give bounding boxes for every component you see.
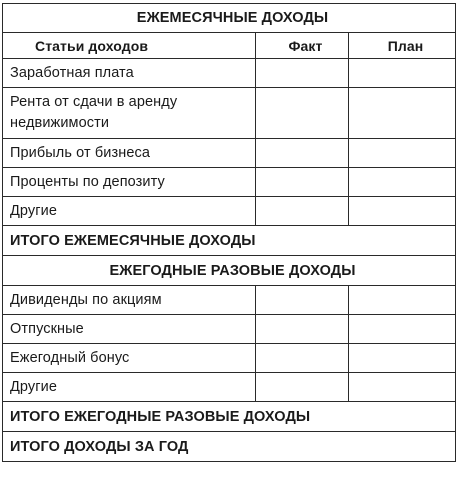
plan-cell[interactable] — [349, 286, 456, 315]
fact-cell[interactable] — [256, 344, 349, 373]
table-row — [3, 59, 456, 88]
fact-cell[interactable] — [256, 139, 349, 168]
row-label: Другие — [3, 373, 256, 402]
monthly-total-row — [3, 226, 456, 256]
yearly-title-row — [3, 256, 456, 286]
fact-cell[interactable] — [256, 59, 349, 88]
fact-cell[interactable] — [256, 88, 349, 139]
yearly-total-label: ИТОГО ЕЖЕГОДНЫЕ РАЗОВЫЕ ДОХОДЫ — [3, 402, 456, 432]
column-header-item: Статьи доходов — [3, 33, 256, 59]
yearly-title: ЕЖЕГОДНЫЕ РАЗОВЫЕ ДОХОДЫ — [3, 256, 456, 286]
row-label: Ежегодный бонус — [3, 344, 256, 373]
row-label: Другие — [3, 197, 256, 226]
annual-total-label: ИТОГО ДОХОДЫ ЗА ГОД — [3, 432, 456, 462]
fact-cell[interactable] — [256, 373, 349, 402]
annual-total-row — [3, 432, 456, 462]
plan-cell[interactable] — [349, 197, 456, 226]
row-label: Дивиденды по акциям — [3, 286, 256, 315]
table-row — [3, 139, 456, 168]
table-row — [3, 168, 456, 197]
plan-cell[interactable] — [349, 315, 456, 344]
fact-cell[interactable] — [256, 286, 349, 315]
row-label: Заработная плата — [3, 59, 256, 88]
fact-cell[interactable] — [256, 168, 349, 197]
monthly-title: ЕЖЕМЕСЯЧНЫЕ ДОХОДЫ — [3, 4, 456, 33]
table-row — [3, 197, 456, 226]
column-header-plan: План — [349, 33, 456, 59]
fact-cell[interactable] — [256, 197, 349, 226]
plan-cell[interactable] — [349, 168, 456, 197]
row-label: Отпускные — [3, 315, 256, 344]
table-row — [3, 373, 456, 402]
table-row — [3, 315, 456, 344]
monthly-title-row — [3, 4, 456, 33]
monthly-total-label: ИТОГО ЕЖЕМЕСЯЧНЫЕ ДОХОДЫ — [3, 226, 456, 256]
table-row — [3, 88, 456, 139]
row-label: Прибыль от бизнеса — [3, 139, 256, 168]
plan-cell[interactable] — [349, 59, 456, 88]
plan-cell[interactable] — [349, 373, 456, 402]
row-label: Рента от сдачи в аренду недвижимости — [3, 88, 256, 139]
table-row — [3, 286, 456, 315]
table-row — [3, 344, 456, 373]
row-label: Проценты по депозиту — [3, 168, 256, 197]
yearly-total-row — [3, 402, 456, 432]
column-header-row — [3, 33, 456, 59]
column-header-fact: Факт — [256, 33, 349, 59]
fact-cell[interactable] — [256, 315, 349, 344]
income-table — [2, 3, 456, 462]
plan-cell[interactable] — [349, 88, 456, 139]
plan-cell[interactable] — [349, 139, 456, 168]
plan-cell[interactable] — [349, 344, 456, 373]
